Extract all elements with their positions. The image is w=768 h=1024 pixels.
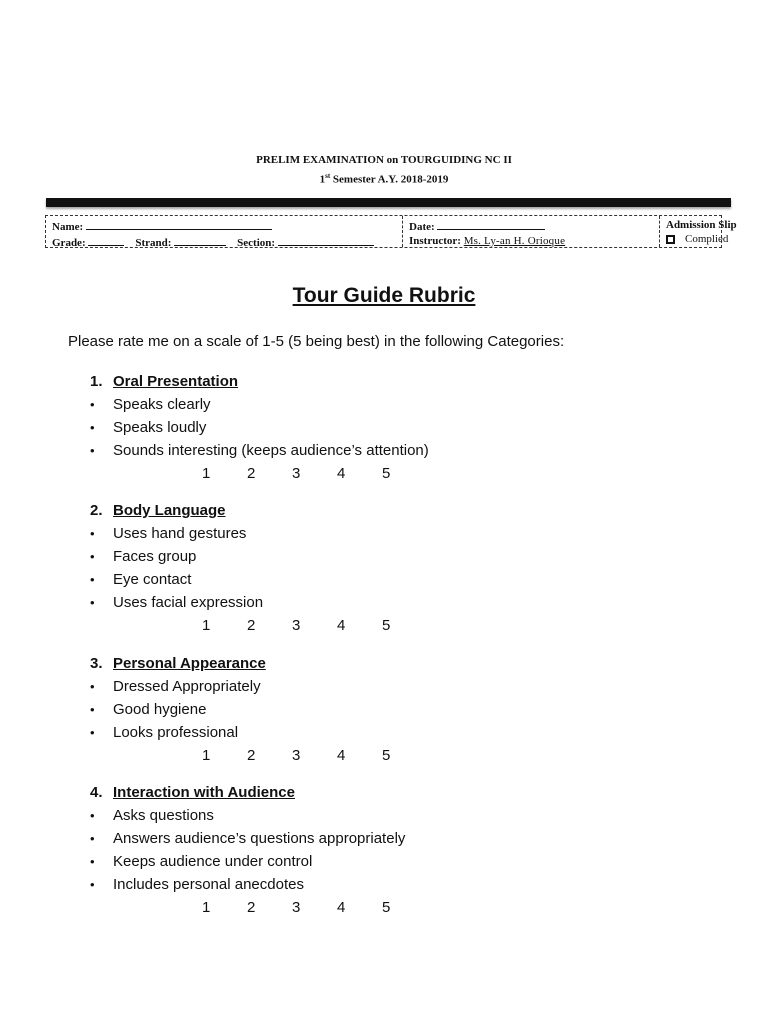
complied-label: Complied — [685, 233, 729, 245]
rubric-section — [90, 781, 690, 919]
date-label: Date: — [409, 221, 435, 233]
rubric-section — [90, 499, 690, 637]
rubric-instructions: Please rate me on a scale of 1-5 (5 being best) in the following Categories: — [68, 333, 565, 350]
criterion-text: Keeps audience under control — [113, 853, 313, 870]
exam-header — [0, 152, 768, 188]
bullet-icon: • — [90, 595, 95, 610]
bullet-icon: • — [90, 526, 95, 541]
section-name: Personal Appearance — [113, 655, 266, 672]
date-instructor-cell — [403, 216, 660, 247]
rating-option[interactable]: 1 — [202, 747, 211, 764]
complied-checkbox[interactable] — [666, 235, 675, 244]
date-field[interactable] — [437, 218, 545, 230]
semester-text: Semester A.Y. 2018-2019 — [330, 173, 449, 186]
section-number: 2. — [90, 502, 103, 519]
bullet-icon: • — [90, 725, 95, 740]
criterion-item — [90, 698, 690, 721]
criterion-text: Speaks loudly — [113, 419, 207, 436]
criterion-text: Looks professional — [113, 724, 239, 741]
student-info-cell — [46, 216, 403, 247]
rating-scale — [90, 614, 690, 637]
criterion-item — [90, 545, 690, 568]
criterion-item — [90, 721, 690, 744]
rating-option[interactable]: 2 — [247, 747, 256, 764]
criterion-item — [90, 827, 690, 850]
rating-option[interactable]: 1 — [202, 899, 211, 916]
name-label: Name: — [52, 221, 84, 233]
instructor-label: Instructor: — [409, 235, 461, 247]
strand-label: Strand: — [135, 237, 172, 249]
bullet-icon: • — [90, 420, 95, 435]
bullet-icon: • — [90, 831, 95, 846]
bullet-icon: • — [90, 443, 95, 458]
section-heading — [90, 652, 690, 675]
criterion-text: Sounds interesting (keeps audience’s attention) — [113, 442, 429, 459]
rating-option[interactable]: 3 — [292, 747, 301, 764]
semester-line — [0, 168, 768, 188]
rating-option[interactable]: 2 — [247, 899, 256, 916]
section-name: Oral Presentation — [113, 373, 239, 390]
section-heading — [90, 370, 690, 393]
rating-option[interactable]: 1 — [202, 465, 211, 482]
section-heading — [90, 499, 690, 522]
section-name: Interaction with Audience — [113, 784, 295, 801]
grade-label: Grade: — [52, 237, 86, 249]
section-label: Section: — [237, 237, 276, 249]
name-row — [52, 218, 396, 234]
rating-option[interactable]: 2 — [247, 465, 256, 482]
rating-scale — [90, 744, 690, 767]
admission-cell — [660, 216, 737, 247]
criterion-text: Uses hand gestures — [113, 525, 247, 542]
exam-title: PRELIM EXAMINATION on TOURGUIDING NC II — [256, 154, 512, 166]
instructor-value: Ms. Ly-an H. Orioque — [463, 235, 566, 247]
bullet-icon: • — [90, 808, 95, 823]
bullet-icon: • — [90, 702, 95, 717]
criterion-text: Dressed Appropriately — [113, 678, 261, 695]
criterion-item — [90, 873, 690, 896]
criterion-text: Speaks clearly — [113, 396, 211, 413]
criterion-item — [90, 439, 690, 462]
criterion-text: Uses facial expression — [113, 594, 264, 611]
rating-option[interactable]: 5 — [382, 465, 391, 482]
complied-row — [666, 232, 729, 246]
rating-option[interactable]: 2 — [247, 617, 256, 634]
section-number: 4. — [90, 784, 103, 801]
criterion-item — [90, 568, 690, 591]
rating-option[interactable]: 5 — [382, 617, 391, 634]
instructor-row — [409, 234, 653, 248]
criterion-item — [90, 850, 690, 873]
criterion-text: Includes personal anecdotes — [113, 876, 304, 893]
criterion-text: Good hygiene — [113, 701, 207, 718]
name-field[interactable] — [86, 218, 272, 230]
strand-field[interactable] — [174, 234, 226, 246]
rating-option[interactable]: 3 — [292, 899, 301, 916]
bullet-icon: • — [90, 397, 95, 412]
bullet-icon: • — [90, 679, 95, 694]
rating-option[interactable]: 1 — [202, 617, 211, 634]
criterion-item — [90, 675, 690, 698]
bullet-icon: • — [90, 877, 95, 892]
criterion-item — [90, 591, 690, 614]
criterion-item — [90, 522, 690, 545]
header-divider — [46, 198, 731, 207]
admission-slip-label: Admission Slip — [666, 219, 737, 231]
student-info-box — [45, 215, 737, 249]
bullet-icon: • — [90, 854, 95, 869]
rubric-section — [90, 370, 690, 485]
criterion-item — [90, 804, 690, 827]
rating-scale — [90, 896, 690, 919]
grade-row — [52, 234, 396, 250]
date-row — [409, 218, 653, 234]
semester-ordinal: 1 — [319, 173, 326, 186]
rating-option[interactable]: 4 — [337, 617, 346, 634]
rating-scale — [90, 462, 690, 485]
bullet-icon: • — [90, 572, 95, 587]
rating-option[interactable]: 4 — [337, 465, 346, 482]
rating-option[interactable]: 4 — [337, 899, 346, 916]
rating-option[interactable]: 3 — [292, 465, 301, 482]
criterion-item — [90, 393, 690, 416]
rubric-section — [90, 652, 690, 767]
semester-ordinal-suffix: st — [325, 172, 331, 180]
section-name: Body Language — [113, 502, 226, 519]
rubric-title: Tour Guide Rubric — [292, 284, 476, 307]
criterion-item — [90, 416, 690, 439]
section-field[interactable] — [278, 234, 374, 246]
grade-field[interactable] — [88, 234, 124, 246]
criterion-text: Asks questions — [113, 807, 214, 824]
rating-option[interactable]: 5 — [382, 899, 391, 916]
section-heading — [90, 781, 690, 804]
section-number: 3. — [90, 655, 103, 672]
rating-option[interactable]: 5 — [382, 747, 391, 764]
criterion-text: Answers audience’s questions appropriately — [113, 830, 406, 847]
section-number: 1. — [90, 373, 103, 390]
criterion-text: Eye contact — [113, 571, 192, 588]
criterion-text: Faces group — [113, 548, 197, 565]
rating-option[interactable]: 3 — [292, 617, 301, 634]
rating-option[interactable]: 4 — [337, 747, 346, 764]
bullet-icon: • — [90, 549, 95, 564]
